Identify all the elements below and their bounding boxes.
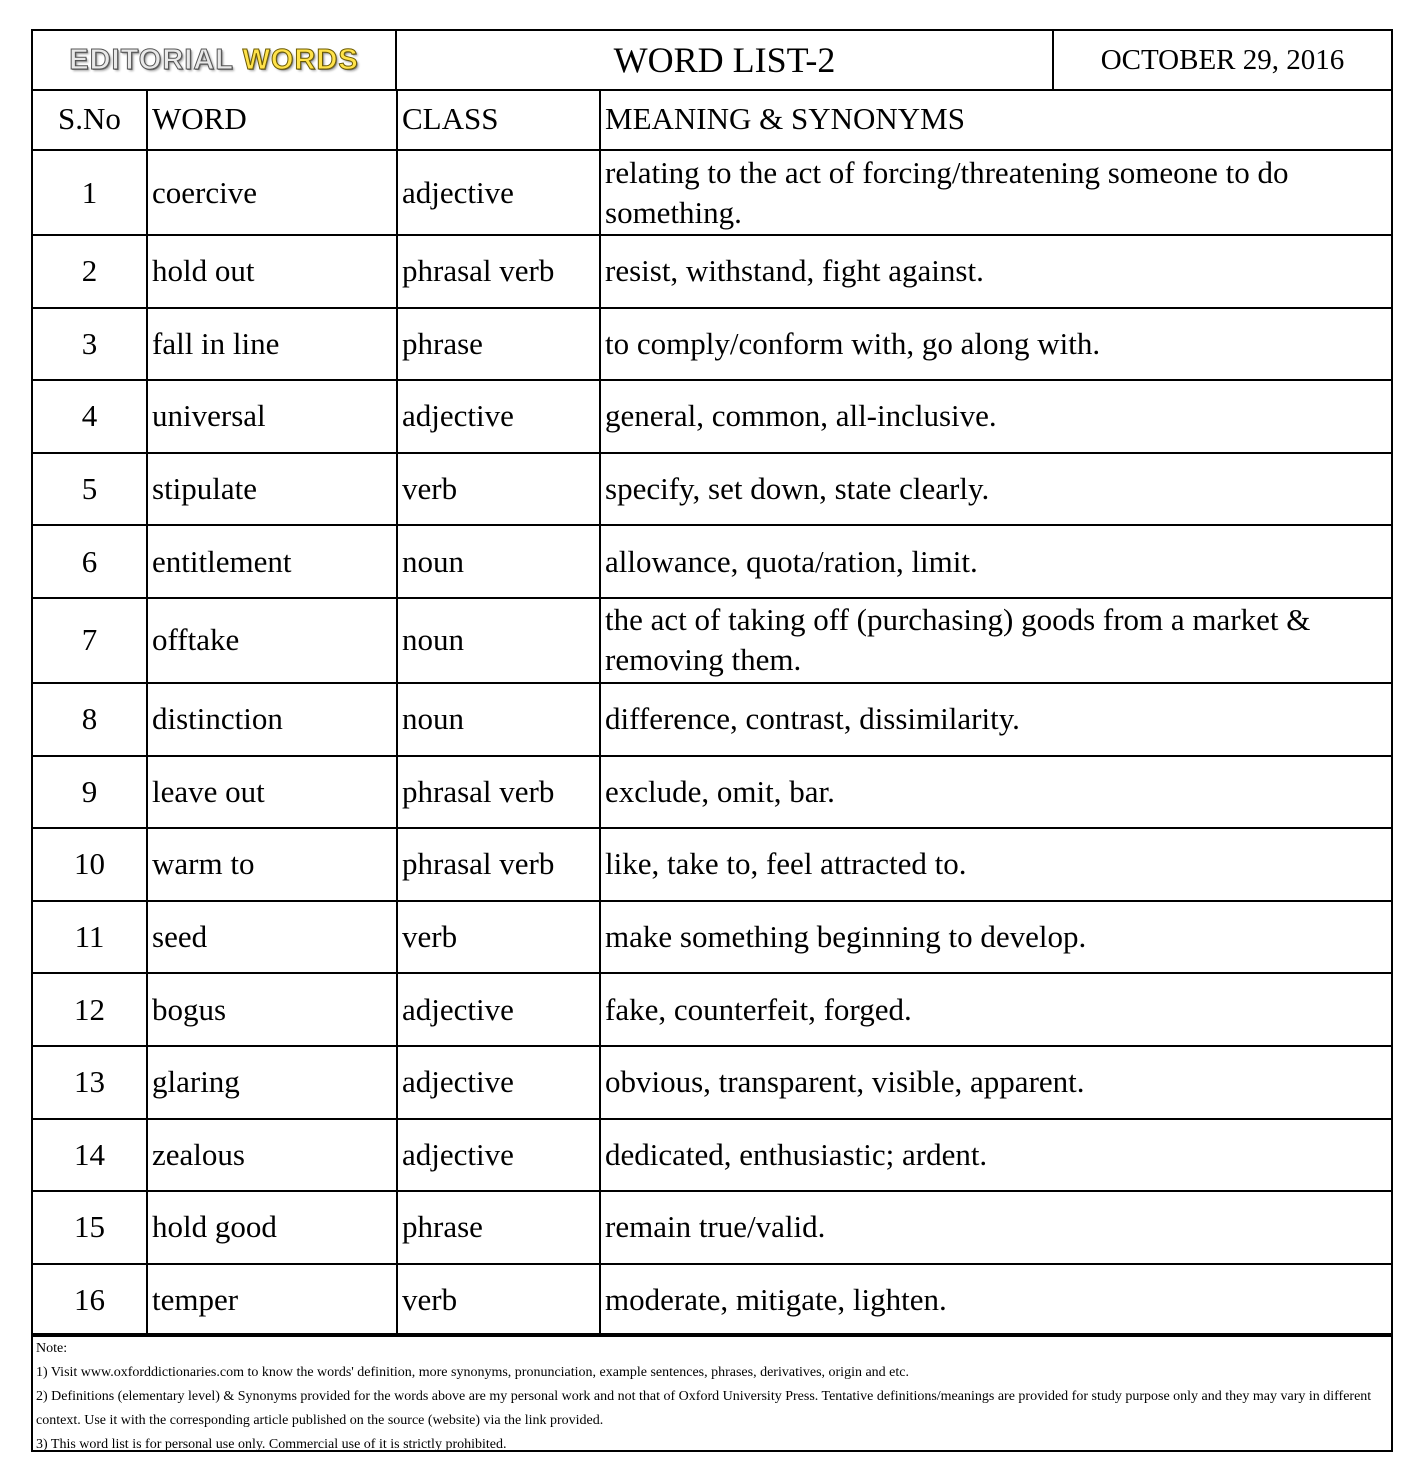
table-row	[33, 901, 1391, 974]
note-item: 2) Definitions (elementary level) & Synonyms provided for the words above are my personal work and not that of Oxford University Press. Tentative definitions/meanings are provided for study purpose only and they may vary in different context. Use it with the corresponding article published on the source (website) via the link provided.	[36, 1389, 1372, 1428]
cell-sno: 3	[33, 308, 147, 381]
table-row	[33, 683, 1391, 756]
cell-word: temper	[147, 1264, 397, 1337]
cell-meaning: make something beginning to develop.	[600, 901, 1391, 974]
cell-class: adjective	[397, 1046, 600, 1119]
cell-meaning: moderate, mitigate, lighten.	[600, 1264, 1391, 1337]
cell-sno: 8	[33, 683, 147, 756]
column-header-sno: S.No	[33, 89, 147, 150]
cell-sno: 2	[33, 235, 147, 308]
cell-meaning: fake, counterfeit, forged.	[600, 973, 1391, 1046]
cell-meaning: exclude, omit, bar.	[600, 756, 1391, 829]
word-list-sheet	[31, 29, 1393, 1452]
notes-section	[33, 1333, 1391, 1457]
cell-word: hold good	[147, 1191, 397, 1264]
cell-class: noun	[397, 525, 600, 598]
cell-meaning: specify, set down, state clearly.	[600, 453, 1391, 526]
cell-word: entitlement	[147, 525, 397, 598]
cell-class: verb	[397, 453, 600, 526]
table-row	[33, 235, 1391, 308]
cell-meaning: the act of taking off (purchasing) goods from a market & removing them.	[600, 598, 1391, 683]
cell-meaning: difference, contrast, dissimilarity.	[600, 683, 1391, 756]
cell-word: universal	[147, 380, 397, 453]
cell-sno: 14	[33, 1119, 147, 1192]
cell-word: seed	[147, 901, 397, 974]
table-row	[33, 598, 1391, 683]
table-row	[33, 1046, 1391, 1119]
column-header-word: WORD	[147, 89, 397, 150]
cell-class: phrase	[397, 1191, 600, 1264]
cell-word: offtake	[147, 598, 397, 683]
logo-cell	[33, 31, 397, 89]
cell-sno: 5	[33, 453, 147, 526]
cell-sno: 7	[33, 598, 147, 683]
cell-class: verb	[397, 1264, 600, 1337]
cell-class: adjective	[397, 380, 600, 453]
table-row	[33, 973, 1391, 1046]
cell-sno: 16	[33, 1264, 147, 1337]
column-header-class: CLASS	[397, 89, 600, 150]
cell-class: phrasal verb	[397, 235, 600, 308]
cell-word: coercive	[147, 150, 397, 235]
note-item: 3) This word list is for personal use only. Commercial use of it is strictly prohibited.	[36, 1437, 507, 1452]
table-row	[33, 1191, 1391, 1264]
cell-sno: 15	[33, 1191, 147, 1264]
cell-word: bogus	[147, 973, 397, 1046]
cell-meaning: general, common, all-inclusive.	[600, 380, 1391, 453]
cell-meaning: resist, withstand, fight against.	[600, 235, 1391, 308]
table-row	[33, 453, 1391, 526]
word-table	[33, 89, 1391, 1337]
cell-meaning: dedicated, enthusiastic; ardent.	[600, 1119, 1391, 1192]
cell-class: phrasal verb	[397, 756, 600, 829]
cell-class: phrase	[397, 308, 600, 381]
cell-sno: 6	[33, 525, 147, 598]
cell-word: leave out	[147, 756, 397, 829]
column-header-meaning: MEANING & SYNONYMS	[600, 89, 1391, 150]
table-row	[33, 756, 1391, 829]
logo-text-words: WORDS	[242, 43, 359, 76]
note-item: 1) Visit www.oxforddictionaries.com to know the words' definition, more synonyms, pronunciation, example sentences, phrases, derivatives, origin and etc.	[36, 1365, 909, 1380]
cell-class: verb	[397, 901, 600, 974]
cell-sno: 12	[33, 973, 147, 1046]
cell-class: adjective	[397, 1119, 600, 1192]
notes-heading: Note:	[36, 1341, 68, 1356]
table-row	[33, 308, 1391, 381]
cell-sno: 4	[33, 380, 147, 453]
cell-class: adjective	[397, 973, 600, 1046]
cell-word: zealous	[147, 1119, 397, 1192]
cell-sno: 10	[33, 828, 147, 901]
cell-word: fall in line	[147, 308, 397, 381]
cell-class: phrasal verb	[397, 828, 600, 901]
cell-sno: 13	[33, 1046, 147, 1119]
cell-word: glaring	[147, 1046, 397, 1119]
list-title: WORD LIST-2	[397, 31, 1054, 89]
cell-sno: 11	[33, 901, 147, 974]
list-date: OCTOBER 29, 2016	[1100, 43, 1345, 76]
title-row	[33, 31, 1391, 91]
cell-meaning: relating to the act of forcing/threatening someone to do something.	[600, 150, 1391, 235]
logo-text-editorial: EDITORIAL	[69, 43, 234, 76]
cell-word: hold out	[147, 235, 397, 308]
cell-word: distinction	[147, 683, 397, 756]
cell-sno: 9	[33, 756, 147, 829]
table-row	[33, 1119, 1391, 1192]
cell-word: warm to	[147, 828, 397, 901]
table-row	[33, 525, 1391, 598]
cell-word: stipulate	[147, 453, 397, 526]
cell-meaning: remain true/valid.	[600, 1191, 1391, 1264]
cell-meaning: to comply/conform with, go along with.	[600, 308, 1391, 381]
cell-class: adjective	[397, 150, 600, 235]
cell-meaning: allowance, quota/ration, limit.	[600, 525, 1391, 598]
table-row	[33, 150, 1391, 235]
table-row	[33, 1264, 1391, 1337]
cell-class: noun	[397, 598, 600, 683]
cell-meaning: obvious, transparent, visible, apparent.	[600, 1046, 1391, 1119]
cell-meaning: like, take to, feel attracted to.	[600, 828, 1391, 901]
cell-class: noun	[397, 683, 600, 756]
editorial-words-logo	[69, 44, 358, 77]
cell-sno: 1	[33, 150, 147, 235]
table-header-row	[33, 89, 1391, 150]
table-row	[33, 828, 1391, 901]
table-row	[33, 380, 1391, 453]
